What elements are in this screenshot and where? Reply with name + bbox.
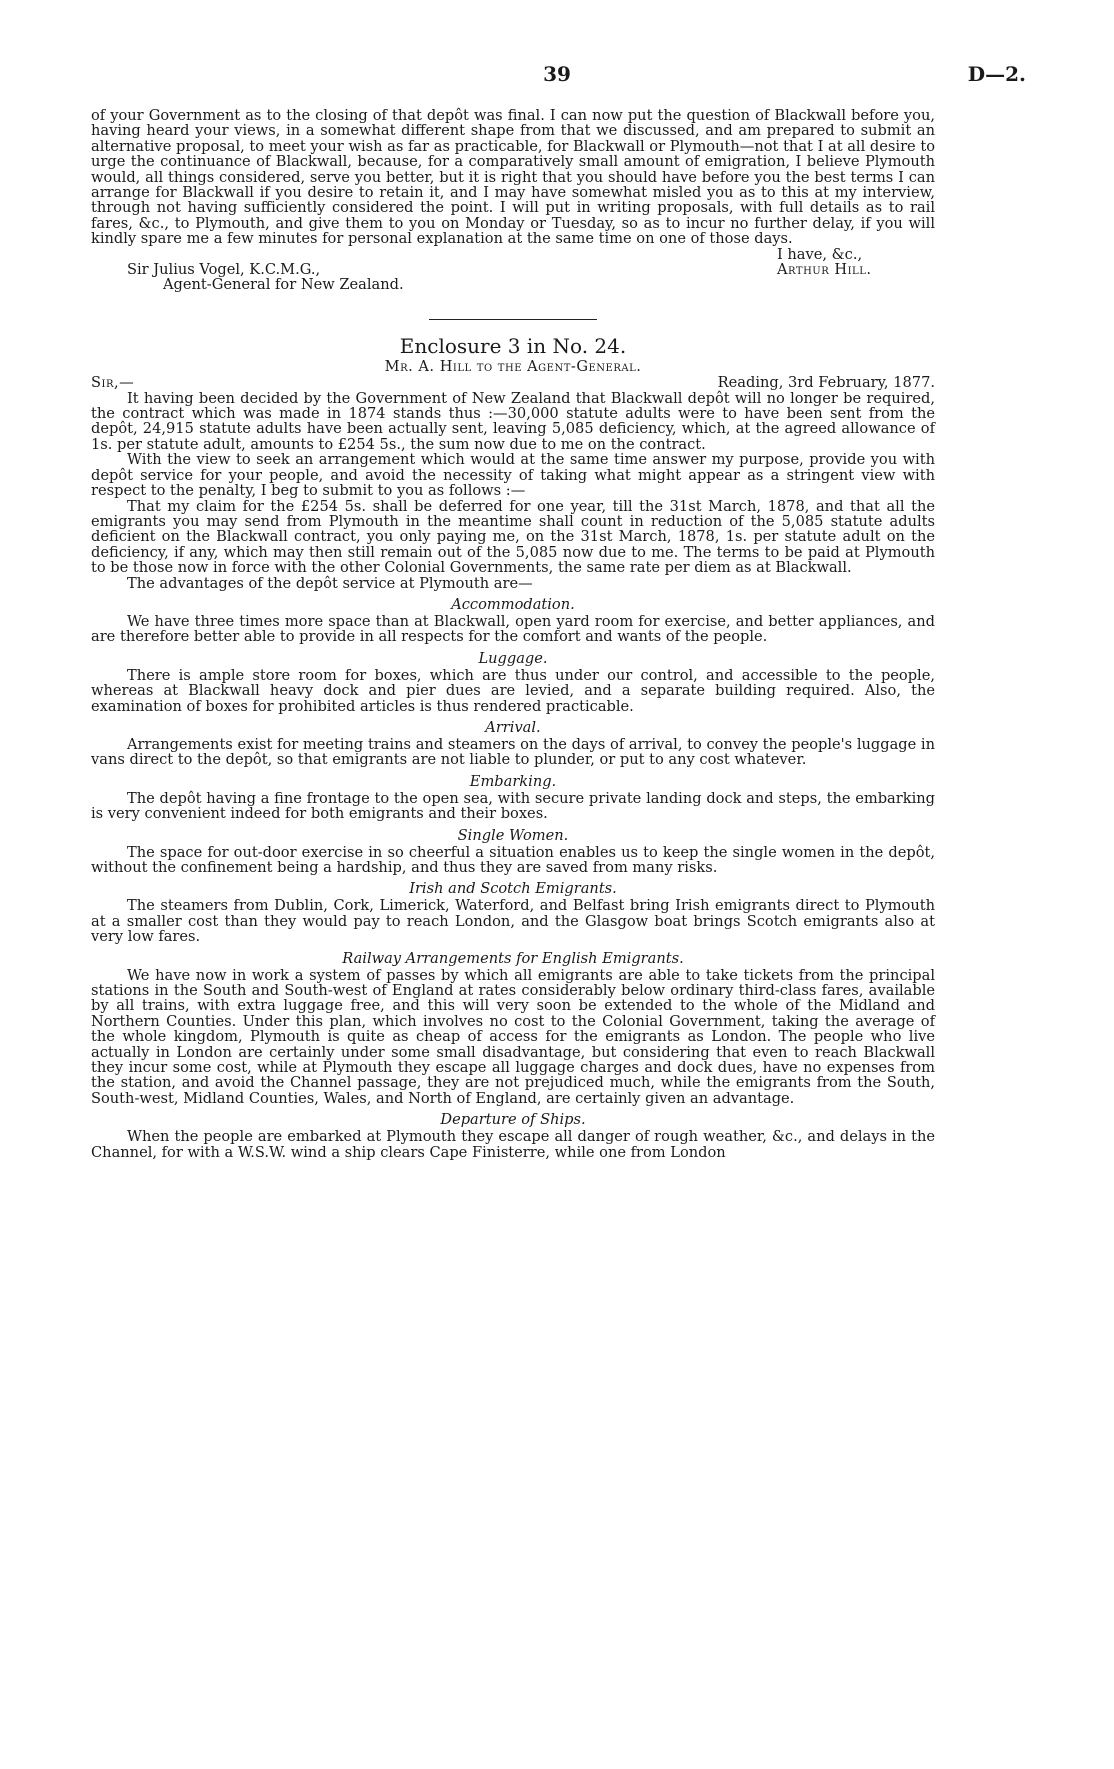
- section-heading: Departure of Ships.: [440, 1111, 586, 1129]
- continuation-paragraph: of your Government as to the closing of that depôt was final. I can now put the question of Blackwall before you, having heard your views, in a somewhat different shape from that we discussed, and am prepared to submit an alternative proposal, to meet your wish as far as practicable, for Blackwall or Plymouth—not that I at all desire to urge the continuance of Blackwall, because, for a comparatively small amount of emigration, I believe Plymouth would, all things considered, serve you better, but it is right that you should have before you the best terms I can arrange for Blackwall if you desire to retain it, and I may have somewhat misled you as to this at my interview, through not having sufficiently considered the point. I will put in writing proposals, with full details as to rail fares, &c., to Plymouth, and give them to you on Monday or Tuesday, so as to incur no further delay, if you will kindly spare me a few minutes for personal explanation at the same time on one of those days.: [91, 107, 935, 248]
- closing-formula: I have, &c.,: [777, 245, 863, 263]
- paragraph: That my claim for the £254 5s. shall be deferred for one year, till the 31st March, 1878, and that all the emigrants you may send from Plymouth in the meantime shall count in reduction of the 5,085 statute adults deficient on the Blackwall contract, you only paying me, on the 31st March, 1878, 1s. per statute adult on the deficiency, if any, which may then still remain out of the 5,085 now due to me. The terms to be paid at Plymouth to be those now in force with the other Colonial Governments, the same rate per diem as at Blackwall.: [91, 497, 935, 577]
- section-heading: Railway Arrangements for English Emigrants.: [342, 949, 684, 967]
- salutation-line: [91, 375, 935, 391]
- section-paragraph: Arrangements exist for meeting trains and steamers on the days of arrival, to convey the people's luggage in vans direct to the depôt, so that emigrants are not liable to plunder, or put to any cost whatever.: [91, 735, 935, 769]
- section-divider: [429, 319, 597, 320]
- section-heading: Embarking.: [469, 772, 557, 790]
- enclosure-from-line: Mr. A. Hill to the Agent-General.: [384, 357, 642, 375]
- series-code: D—2.: [967, 62, 1026, 86]
- section-paragraph: We have now in work a system of passes by which all emigrants are able to take tickets from the principal stations in the South and South-west of England at rates considerably below ordinary third-class fares, available by all trains, with extra luggage free, and this will very soon be extended to the whole of the Midland and Northern Counties. Under this plan, which involves no cost to the Colonial Government, taking the average of the whole kingdom, Plymouth is quite as cheap of access for the emigrants as London. The people who live actually in London are certainly under some small disadvantage, but considering that even to reach Blackwall they incur some cost, while at Plymouth they escape all luggage charges and dock dues, have no expenses from the station, and avoid the Channel passage, they are not prejudiced much, while the emigrants from the South, South-west, Midland Counties, Wales, and North of England, are certainly given an advantage.: [91, 966, 935, 1107]
- addressee-name: Sir Julius Vogel, K.C.M.G.,: [127, 260, 321, 278]
- paragraph: The advantages of the depôt service at Plymouth are—: [127, 574, 533, 592]
- section-heading: Accommodation.: [451, 595, 575, 613]
- paragraph: With the view to seek an arrangement which would at the same time answer my purpose, provide you with depôt service for your people, and avoid the necessity of taking what might appear as a stringent view with respect to the penalty, I beg to submit to you as follows :—: [91, 451, 935, 500]
- section-heading: Single Women.: [457, 826, 569, 844]
- signature: Arthur Hill.: [777, 261, 872, 279]
- enclosure-title: Enclosure 3 in No. 24.: [399, 333, 627, 358]
- letter-signoff: [91, 247, 935, 303]
- section-paragraph: The space for out-door exercise in so cheerful a situation enables us to keep the single women in the depôt, without the confinement being a hardship, and thus they are saved from many risks.: [91, 843, 935, 876]
- section-heading: Luggage.: [478, 649, 548, 667]
- section-paragraph: The steamers from Dublin, Cork, Limerick, Waterford, and Belfast bring Irish emigrants direct to Plymouth at a smaller cost than they would pay to reach London, and the Glasgow boat brings Scotch emigrants also at very low fares.: [91, 897, 935, 946]
- salutation: Sir,—: [91, 373, 135, 391]
- section-paragraph: When the people are embarked at Plymouth they escape all danger of rough weather, &c., and delays in the Channel, for with a W.S.W. wind a ship clears Cape Finisterre, while one from London: [91, 1128, 935, 1161]
- page-number: 39: [543, 62, 571, 86]
- section-paragraph: There is ample store room for boxes, which are thus under our control, and accessible to the people, whereas at Blackwall heavy dock and pier dues are levied, and a separate building required. Also, the examination of boxes for prohibited articles is thus rendered practicable.: [91, 666, 935, 715]
- section-heading: Irish and Scotch Emigrants.: [409, 880, 617, 898]
- addressee-title: Agent-General for New Zealand.: [163, 276, 404, 294]
- section-paragraph: We have three times more space than at Blackwall, open yard room for exercise, and better appliances, and are therefore better able to provide in all respects for the comfort and wants of the people.: [91, 612, 935, 646]
- dateline: Reading, 3rd February, 1877.: [717, 373, 935, 391]
- paragraph: It having been decided by the Government of New Zealand that Blackwall depôt will no longer be required, the contract which was made in 1874 stands thus :—30,000 statute adults were to have been sent from the depôt, 24,915 statute adults have been actually sent, leaving 5,085 deficiency, which, at the agreed allowance of 1s. per statute adult, amounts to £254 5s., the sum now due to me on the contract.: [91, 389, 935, 453]
- text-column: [91, 108, 935, 1160]
- section-paragraph: The depôt having a fine frontage to the open sea, with secure private landing dock and steps, the embarking is very convenient indeed for both emigrants and their boxes.: [91, 789, 935, 823]
- section-heading: Arrival.: [485, 718, 541, 736]
